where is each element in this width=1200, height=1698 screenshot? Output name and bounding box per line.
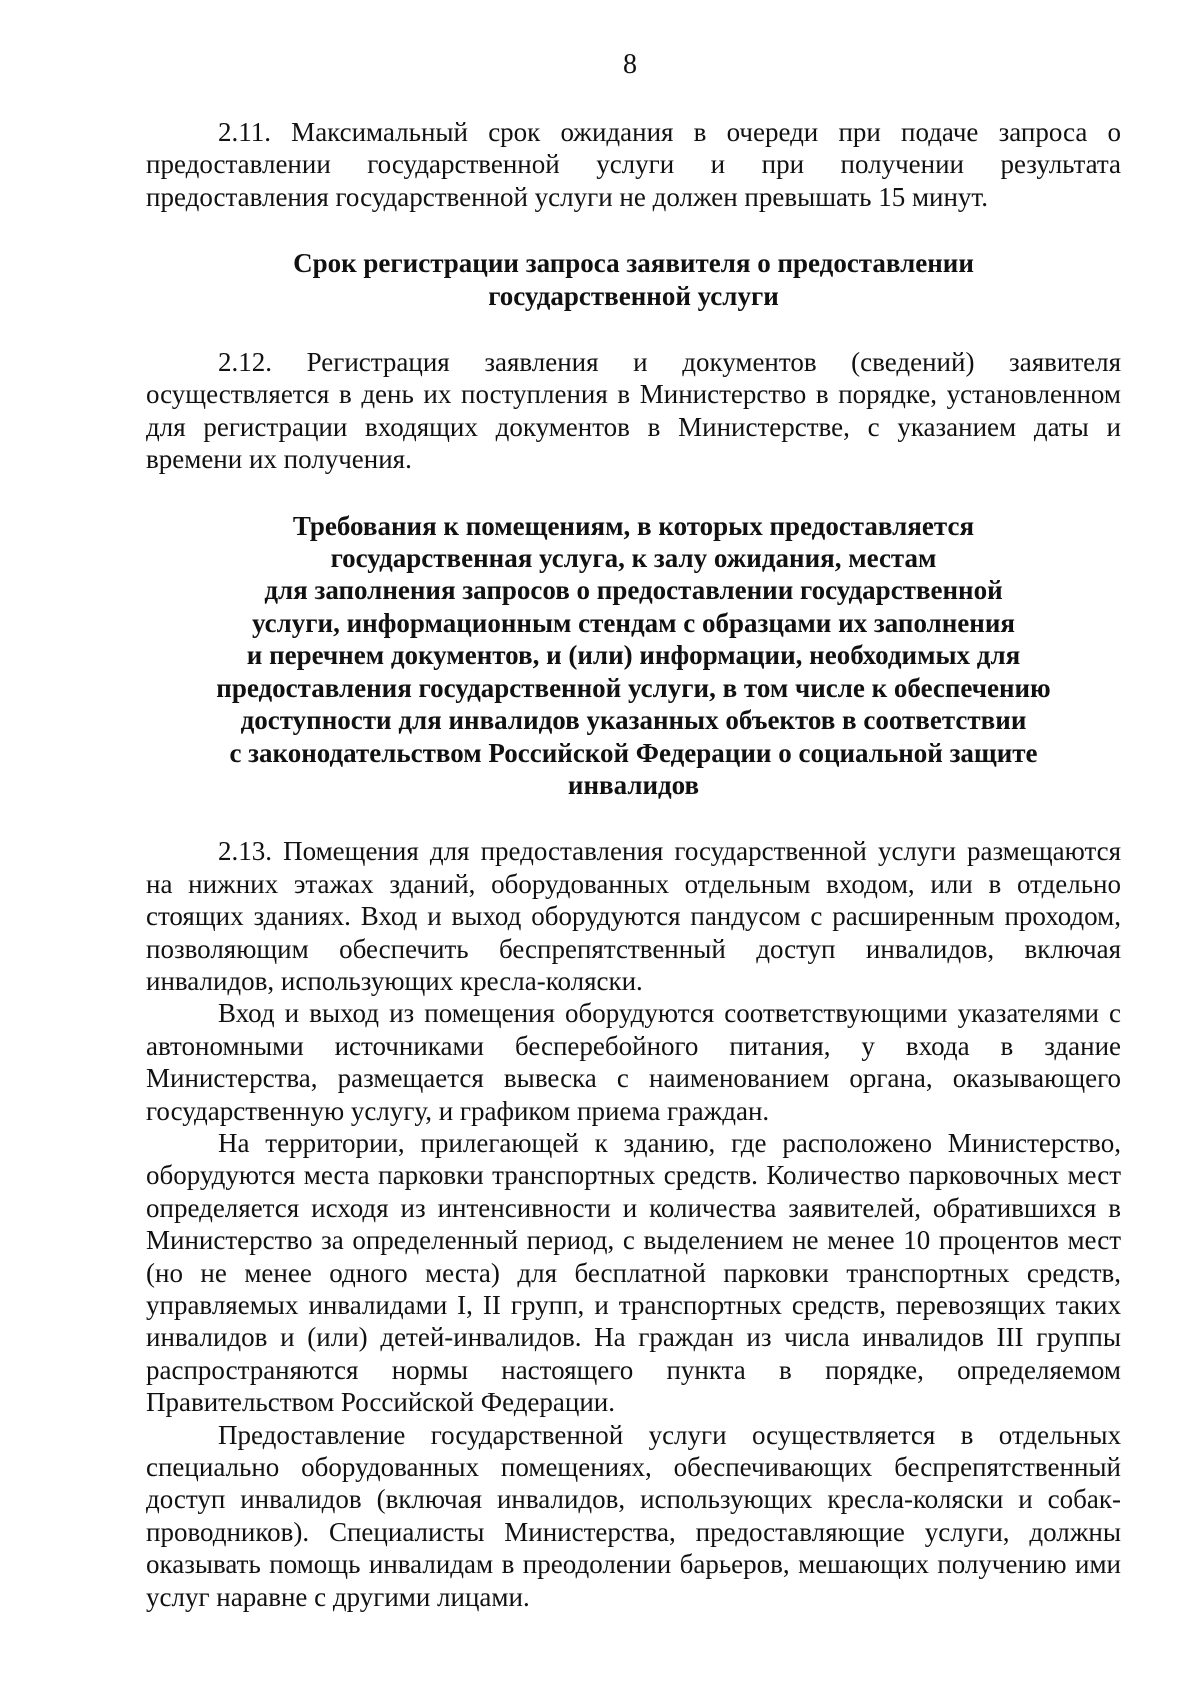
heading-line: государственной услуги xyxy=(488,280,779,311)
heading-line: для заполнения запросов о предоставлении государственной xyxy=(264,575,1003,606)
heading-line: услуги, информационным стендам с образцами их заполнения xyxy=(251,607,1016,638)
heading-line: инвалидов xyxy=(567,769,700,800)
paragraph-2-12: 2.12. Регистрация заявления и документов (сведений) заявителя осуществляется в день их поступления в Министерство в порядке, установленном для регистрации входящих документов в Министерстве, с указанием даты и времени их получения. xyxy=(146,347,1121,475)
heading-line: с законодательством Российской Федерации о социальной защите xyxy=(229,737,1038,768)
heading-premises-requirements xyxy=(146,510,1121,802)
paragraph-entrance-exit: Вход и выход из помещения оборудуются соответствующими указателями с автономными источниками бесперебойного питания, у входа в здание Министерства, размещается вывеска с наименованием органа, оказывающего государственную услугу, и графиком приема граждан. xyxy=(146,998,1121,1126)
heading-line: и перечнем документов, и (или) информации, необходимых для xyxy=(246,640,1021,671)
heading-line: Срок регистрации запроса заявителя о предоставлении xyxy=(293,248,974,279)
heading-line: государственная услуга, к залу ожидания, местам xyxy=(330,543,937,574)
paragraph-parking: На территории, прилегающей к зданию, где расположено Министерство, оборудуются места парковки транспортных средств. Количество парковочных мест определяется исходя из интенсивности и количества заявителей, обратившихся в Министерство за определенный период, с выделением не менее 10 процентов мест (но не менее одного места) для бесплатной парковки транспортных средств, управляемых инвалидами I, II групп, и транспортных средств, перевозящих таких инвалидов и (или) детей-инвалидов. На граждан из числа инвалидов III группы распространяются нормы настоящего пункта в порядке, определяемом Правительством Российской Федерации. xyxy=(146,1127,1121,1418)
document-body xyxy=(146,116,1121,1613)
paragraph-accessibility: Предоставление государственной услуги осуществляется в отдельных специально оборудованных помещениях, обеспечивающих беспрепятственный доступ инвалидов (включая инвалидов, использующих кресла-коляски и собак-проводников). Специалисты Министерства, предоставляющие услуги, должны оказывать помощь инвалидам в преодолении барьеров, мешающих получению ими услуг наравне с другими лицами. xyxy=(146,1419,1121,1612)
paragraph-2-13: 2.13. Помещения для предоставления государственной услуги размещаются на нижних этажах зданий, оборудованных отдельным входом, или в отдельно стоящих зданиях. Вход и выход оборудуются пандусом с расширенным проходом, позволяющим обеспечить беспрепятственный доступ инвалидов, включая инвалидов, использующих кресла-коляски. xyxy=(146,836,1121,996)
paragraph-2-11: 2.11. Максимальный срок ожидания в очереди при подаче запроса о предоставлении государственной услуги и при получении результата предоставления государственной услуги не должен превышать 15 минут. xyxy=(146,117,1121,212)
heading-line: доступности для инвалидов указанных объектов в соответствии xyxy=(240,705,1027,736)
heading-line: предоставления государственной услуги, в том числе к обеспечению xyxy=(216,672,1051,703)
page-number: 8 xyxy=(623,49,637,80)
heading-line: Требования к помещениям, в которых предоставляется xyxy=(292,510,975,541)
heading-registration-term xyxy=(146,247,1121,312)
